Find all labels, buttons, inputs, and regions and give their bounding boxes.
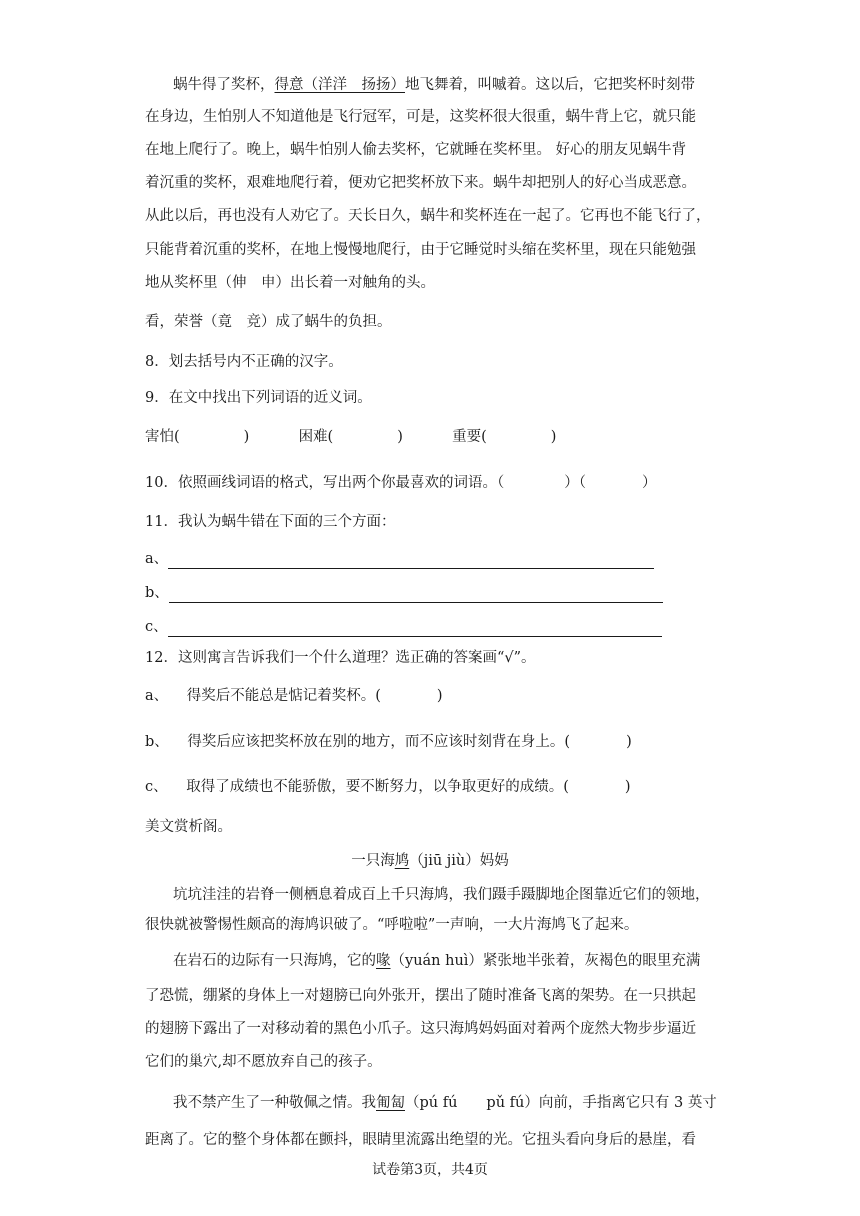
underlined-phrase: 得意（洋洋 扬扬） (274, 77, 405, 93)
passage-line: 我不禁产生了一种敬佩之情。我匍匐（pú fú pǔ fú）向前，手指离它只有 3 英寸 (173, 1095, 717, 1111)
passage-line: 的翅膀下露出了一对移动着的黑色小爪子。这只海鸠妈妈面对着两个庞然大物步步逼近 (145, 1021, 696, 1037)
question-11: 11．我认为蜗牛错在下面的三个方面： (145, 514, 396, 530)
answer-line[interactable] (169, 588, 663, 603)
section-heading: 美文赏析阁。 (145, 819, 232, 835)
passage-line: 在岩石的边际有一只海鸠，它的喙（yuán huì）紧张地半张着，灰褐色的眼里充满 (173, 953, 701, 969)
passage-line: 蜗牛得了奖杯，得意（洋洋 扬扬）地飞舞着，叫嘁着。这以后，它把奖杯时刻带 (173, 77, 695, 93)
page-footer: 试卷第3页，共4页 (372, 1162, 488, 1178)
passage-line: 距离了。它的整个身体都在颤抖，眼睛里流露出绝望的光。它扭头看向身后的悬崖，看 (145, 1132, 696, 1148)
answer-line[interactable] (168, 622, 662, 637)
underlined-character: 喙 (376, 953, 391, 969)
question-10: 10．依照画线词语的格式，写出两个你最喜欢的词语。（ ）（ ） (145, 475, 657, 491)
passage-line: 从此以后，再也没有人劝它了。天长日久，蜗牛和奖杯连在一起了。它再也不能飞行了， (145, 208, 711, 224)
passage-title: 一只海鸠（jiū jiù）妈妈 (351, 853, 509, 869)
passage-line: 着沉重的奖杯，艰难地爬行着，便劝它把奖杯放下来。蜗牛却把别人的好心当成恶意。 (145, 175, 696, 191)
passage-line: 很快就被警惕性颇高的海鸠识破了。“呼啦啦”一声响，一大片海鸠飞了起来。 (145, 917, 639, 933)
passage-line: 它们的巢穴,却不愿放弃自己的孩子。 (145, 1054, 382, 1070)
question-11-line-c: c、 (145, 617, 662, 637)
question-11-line-a: a、 (145, 549, 654, 569)
question-9-blanks: 害怕( ) 困难( ) 重要( ) (145, 429, 557, 445)
underlined-character: 鸠 (394, 853, 410, 869)
question-11-line-b: b、 (145, 583, 663, 603)
passage-line: 只能背着沉重的奖杯，在地上慢慢地爬行，由于它睡觉时头缩在奖杯里，现在只能勉强 (145, 242, 696, 258)
answer-line[interactable] (168, 554, 654, 569)
passage-line: 地从奖杯里（伸 申）出长着一对触角的头。 (145, 275, 435, 291)
passage-line: 看，荣誉（竟 竞）成了蜗牛的负担。 (145, 314, 392, 330)
question-12: 12．这则寓言告诉我们一个什么道理？选正确的答案画“√”。 (145, 650, 536, 666)
question-9: 9．在文中找出下列词语的近义词。 (145, 390, 372, 406)
question-8: 8．划去括号内不正确的汉字。 (145, 354, 343, 370)
passage-line: 坑坑洼洼的岩脊一侧栖息着成百上千只海鸠，我们蹑手蹑脚地企图靠近它们的领地， (173, 887, 710, 903)
passage-line: 在身边，生怕别人不知道他是飞行冠军，可是，这奖杯很大很重，蜗牛背上它，就只能 (145, 109, 696, 125)
question-12-option-c: c、 取得了成绩也不能骄傲，要不断努力，以争取更好的成绩。( ) (145, 779, 631, 795)
passage-line: 在地上爬行了。晚上，蜗牛怕别人偷去奖杯，它就睡在奖杯里。 好心的朋友见蜗牛背 (145, 142, 687, 158)
question-12-option-b: b、 得奖后应该把奖杯放在别的地方，而不应该时刻背在身上。( ) (145, 734, 632, 750)
underlined-word: 匍匐 (376, 1095, 405, 1111)
question-12-option-a: a、 得奖后不能总是惦记着奖杯。( ) (145, 688, 443, 704)
passage-line: 了恐慌，绷紧的身体上一对翅膀已向外张开，摆出了随时准备飞离的架势。在一只拱起 (145, 988, 696, 1004)
